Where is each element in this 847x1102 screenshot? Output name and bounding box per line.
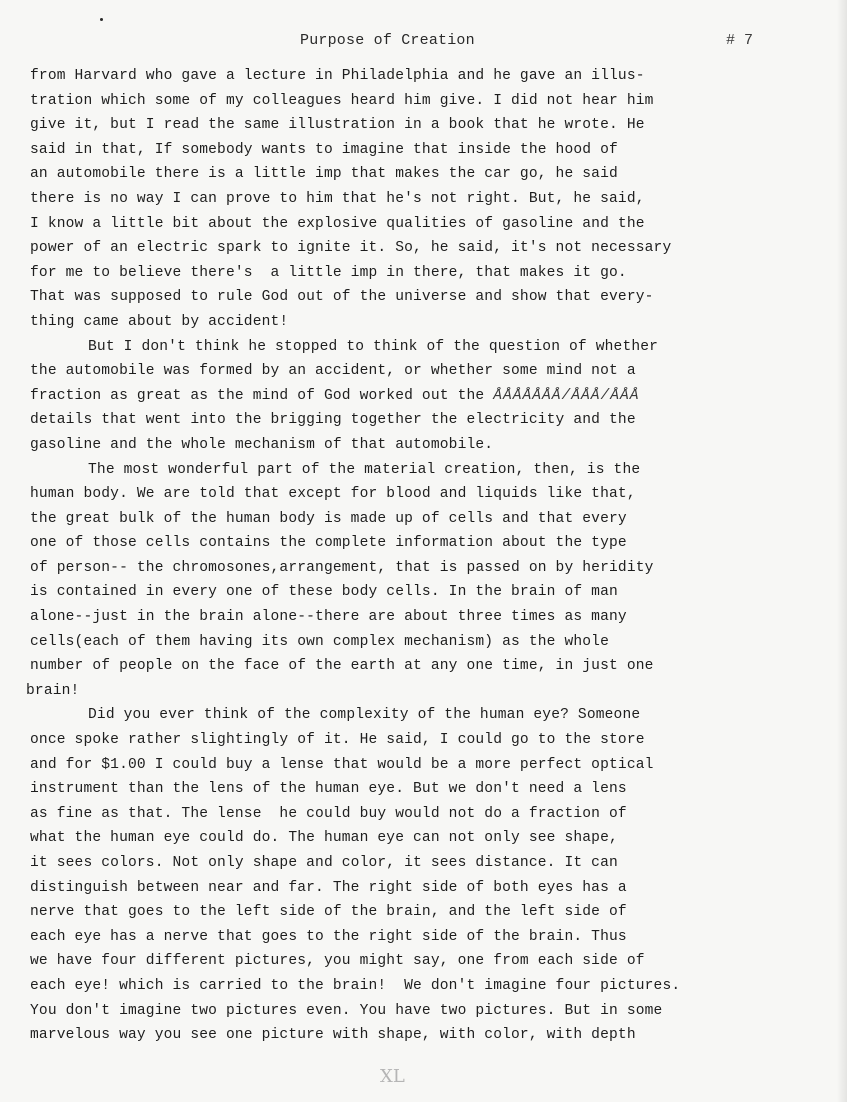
- text-line: each eye has a nerve that goes to the right side of the brain. Thus: [30, 928, 627, 945]
- text-line: distinguish between near and far. The right side of both eyes has a: [30, 879, 627, 896]
- text-line: and for $1.00 I could buy a lense that would be a more perfect optical: [30, 756, 654, 773]
- text-line: is contained in every one of these body cells. In the brain of man: [30, 584, 618, 601]
- text-line: the automobile was formed by an accident, or whether some mind not a: [30, 363, 636, 380]
- paper-edge-shadow: [837, 0, 847, 1102]
- page-header: [0, 32, 847, 54]
- paragraph-start-line: But I don't think he stopped to think of the question of whether: [88, 338, 659, 355]
- text-line: instrument than the lens of the human eye. But we don't need a lens: [30, 781, 627, 798]
- paragraph-start-line: The most wonderful part of the material creation, then, is the: [88, 461, 641, 478]
- text-line: said in that, If somebody wants to imagine that inside the hood of: [30, 141, 618, 158]
- text-line: details that went into the brigging together the electricity and the: [30, 412, 636, 429]
- handwritten-page-mark: XL: [380, 1066, 405, 1087]
- text-line: brain!: [26, 682, 80, 699]
- text-line: one of those cells contains the complete information about the type: [30, 535, 627, 552]
- text-line: thing came about by accident!: [30, 313, 289, 330]
- text-fragment: fraction as great as the mind of God worked out the: [30, 387, 494, 404]
- text-line: marvelous way you see one picture with shape, with color, with depth: [30, 1027, 636, 1044]
- text-line: we have four different pictures, you might say, one from each side of: [30, 953, 645, 970]
- body-text: [26, 64, 830, 1048]
- text-line: I know a little bit about the explosive qualities of gasoline and the: [30, 215, 645, 232]
- text-line: cells(each of them having its own complex mechanism) as the whole: [30, 633, 609, 650]
- text-line: power of an electric spark to ignite it. So, he said, it's not necessary: [30, 240, 672, 257]
- page-number: # 7: [726, 32, 754, 49]
- text-line: alone--just in the brain alone--there are about three times as many: [30, 609, 627, 626]
- text-line: gasoline and the whole mechanism of that automobile.: [30, 436, 494, 453]
- text-line: it sees colors. Not only shape and color, it sees distance. It can: [30, 855, 618, 871]
- text-line: an automobile there is a little imp that makes the car go, he said: [30, 166, 618, 183]
- text-line: tration which some of my colleagues heard him give. I did not hear him: [30, 92, 654, 109]
- text-line: of person-- the chromosones,arrangement, that is passed on by heridity: [30, 559, 654, 576]
- text-line: That was supposed to rule God out of the universe and show that every-: [30, 289, 654, 306]
- paragraph-start-line: Did you ever think of the complexity of the human eye? Someone: [88, 707, 641, 724]
- text-line: nerve that goes to the left side of the brain, and the left side of: [30, 904, 627, 921]
- text-line-with-strikeout: [30, 384, 830, 409]
- text-line: there is no way I can prove to him that he's not right. But, he said,: [30, 190, 645, 207]
- text-line: what the human eye could do. The human eye can not only see shape,: [30, 830, 618, 847]
- text-line: human body. We are told that except for blood and liquids like that,: [30, 486, 636, 503]
- text-line: You don't imagine two pictures even. You have two pictures. But in some: [30, 1002, 663, 1019]
- text-line: from Harvard who gave a lecture in Philadelphia and he gave an illus-: [30, 68, 645, 84]
- text-line: number of people on the face of the earth at any one time, in just one: [30, 658, 654, 675]
- page-title: Purpose of Creation: [300, 32, 475, 49]
- text-line: give it, but I read the same illustration in a book that he wrote. He: [30, 117, 645, 134]
- struck-out-text: ÅÅÅÅÅÅÅ/ÅÅÅ/ÅÅÅ: [493, 387, 640, 404]
- text-line: for me to believe there's a little imp in there, that makes it go.: [30, 264, 627, 281]
- text-line: once spoke rather slightingly of it. He said, I could go to the store: [30, 732, 645, 749]
- text-line: as fine as that. The lense he could buy would not do a fraction of: [30, 805, 627, 822]
- text-line: each eye! which is carried to the brain! We don't imagine four pictures.: [30, 977, 681, 994]
- paper-speck: [100, 18, 103, 21]
- text-line: the great bulk of the human body is made up of cells and that every: [30, 510, 627, 527]
